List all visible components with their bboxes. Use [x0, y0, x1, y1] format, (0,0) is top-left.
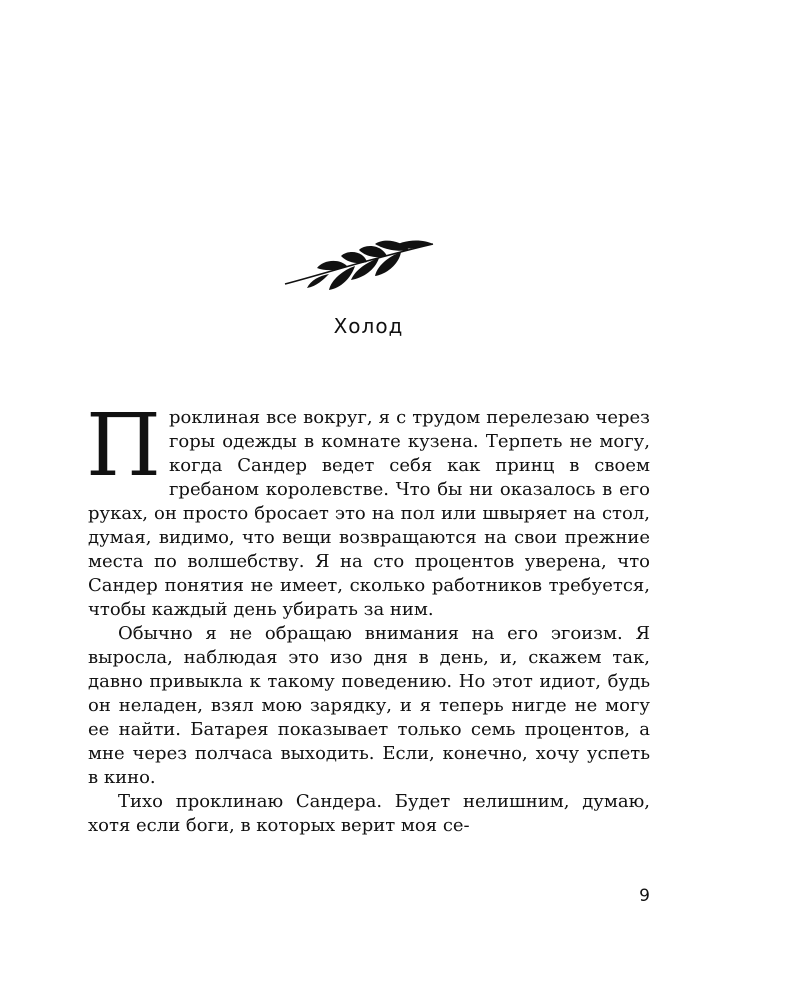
paragraph [86, 396, 650, 622]
chapter-body [86, 396, 650, 838]
paragraph: Обычно я не обращаю внимания на его эгоизм. Я выросла, наблюдая это изо дня в день, и, скажем так, давно привыкла к такому поведению. Но этот идиот, будь он неладен, взял мою зарядку, и я теперь нигде не могу ее найти. Батарея показывает только семь процентов, а мне через полчаса выходить. Если, конечно, хочу успеть в кино. [88, 623, 650, 788]
paragraph: Тихо проклинаю Сандера. Будет нелишним, думаю, хотя если боги, в которых верит моя се- [88, 791, 650, 836]
drop-cap: П [86, 396, 161, 496]
olive-branch-icon [283, 236, 437, 292]
page-number: 9 [639, 886, 650, 906]
paragraph-text: роклиная все вокруг, я с трудом перелезаю через горы одежды в комнате кузена. Терпеть не могу, когда Сандер ведет себя как принц в своем гребаном королевстве. Что бы ни оказалось в его руках, он просто бросает это на пол или швыряет на стол, думая, видимо, что вещи возвращаются на свои прежние места по волшебству. Я на сто процентов уверена, что Сандер понятия не имеет, сколько работников требуется, чтобы каждый день убирать за ним. [88, 407, 650, 620]
chapter-title: Холод [333, 314, 404, 338]
